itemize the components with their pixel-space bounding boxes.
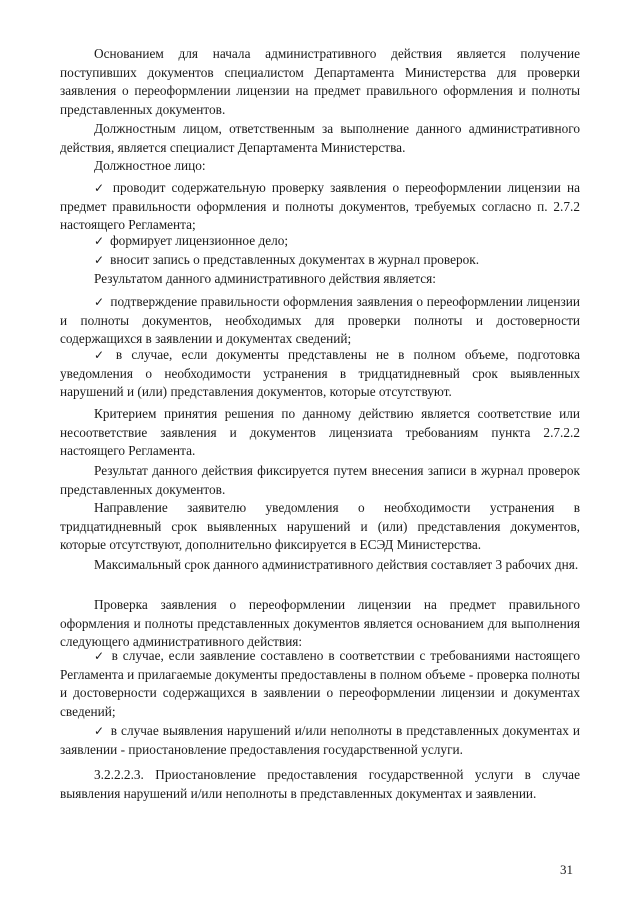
list-item-check-content [60,179,580,235]
list-item-confirmation [60,293,580,349]
paragraph-notice-recorded: Направление заявителю уведомления о необходимости устранения в тридцатидневный срок выявленных нарушений и (или) представления документов, которые отсутствуют, дополнительно фиксируется в ЕСЭД Министерства. [60,500,580,552]
check-icon: ✓ [94,724,105,738]
list-item-notification [60,346,580,402]
list-item-journal-entry [60,251,580,270]
paragraph-result-heading: Результатом данного административного действия является: [94,271,436,286]
check-icon: ✓ [94,181,107,195]
list-item-text: формирует лицензионное дело; [110,233,289,248]
list-item-compliant [60,647,580,721]
paragraph-official: Должностное лицо: [94,158,206,173]
paragraph-responsible: Должностным лицом, ответственным за выполнение данного административного действия, является специалист Департамента Министерства. [60,121,580,155]
paragraph-criterion: Критерием принятия решения по данному действию является соответствие или несоответствие заявления и документов лицензиата требованиям пункта 2.7.2.2 настоящего Регламента. [60,406,580,458]
check-icon: ✓ [94,234,105,248]
list-item-text: в случае выявления нарушений и/или неполноты в представленных документах и заявлении - приостановление предоставления государственной услуги. [60,723,580,757]
check-icon: ✓ [94,649,106,663]
paragraph-result-recorded: Результат данного действия фиксируется путем внесения записи в журнал проверок представленных документов. [60,463,580,497]
check-icon: ✓ [94,348,110,362]
list-item-violations [60,722,580,759]
check-icon: ✓ [94,295,105,309]
section-3-2-2-2-3: 3.2.2.2.3. Приостановление предоставления государственной услуги в случае выявления нарушений и/или неполноты в представленных документах и заявлении. [60,767,580,801]
list-item-text: вносит запись о представленных документах в журнал проверок. [110,252,480,267]
list-item-text: в случае, если заявление составлено в соответствии с требованиями настоящего Регламента и прилагаемые документы предоставлены в полном объеме - проверка полноты и достоверности содержащихся в заявлении о переоформлении лицензии и документах сведений; [60,648,580,719]
check-icon: ✓ [94,253,105,267]
paragraph-basis: Основанием для начала административного действия является получение поступивших документов специалистом Департамента Министерства для проверки заявления о переоформлении лицензии на предмет правильного оформления и полноты представленных документов. [60,46,580,117]
page-number: 31 [560,862,573,877]
paragraph-verification-basis: Проверка заявления о переоформлении лицензии на предмет правильного оформления и полноты представленных документов является основанием для выполнения следующего административного действия: [60,597,580,649]
paragraph-max-term: Максимальный срок данного административного действия составляет 3 рабочих дня. [94,557,579,572]
list-item-text: подтверждение правильности оформления заявления о переоформлении лицензии и полноты документов, необходимых для проверки полноты и достоверности содержащихся в заявлении и документах сведений; [60,294,580,346]
list-item-text: в случае, если документы представлены не в полном объеме, подготовка уведомления о необходимости устранения в тридцатидневный срок выявленных нарушений и (или) представления документов, которые отсутствуют. [60,347,580,399]
list-item-form-case [60,232,580,251]
list-item-text: проводит содержательную проверку заявления о переоформлении лицензии на предмет правильности оформления и полноты документов, требуемых согласно п. 2.7.2 настоящего Регламента; [60,180,580,232]
